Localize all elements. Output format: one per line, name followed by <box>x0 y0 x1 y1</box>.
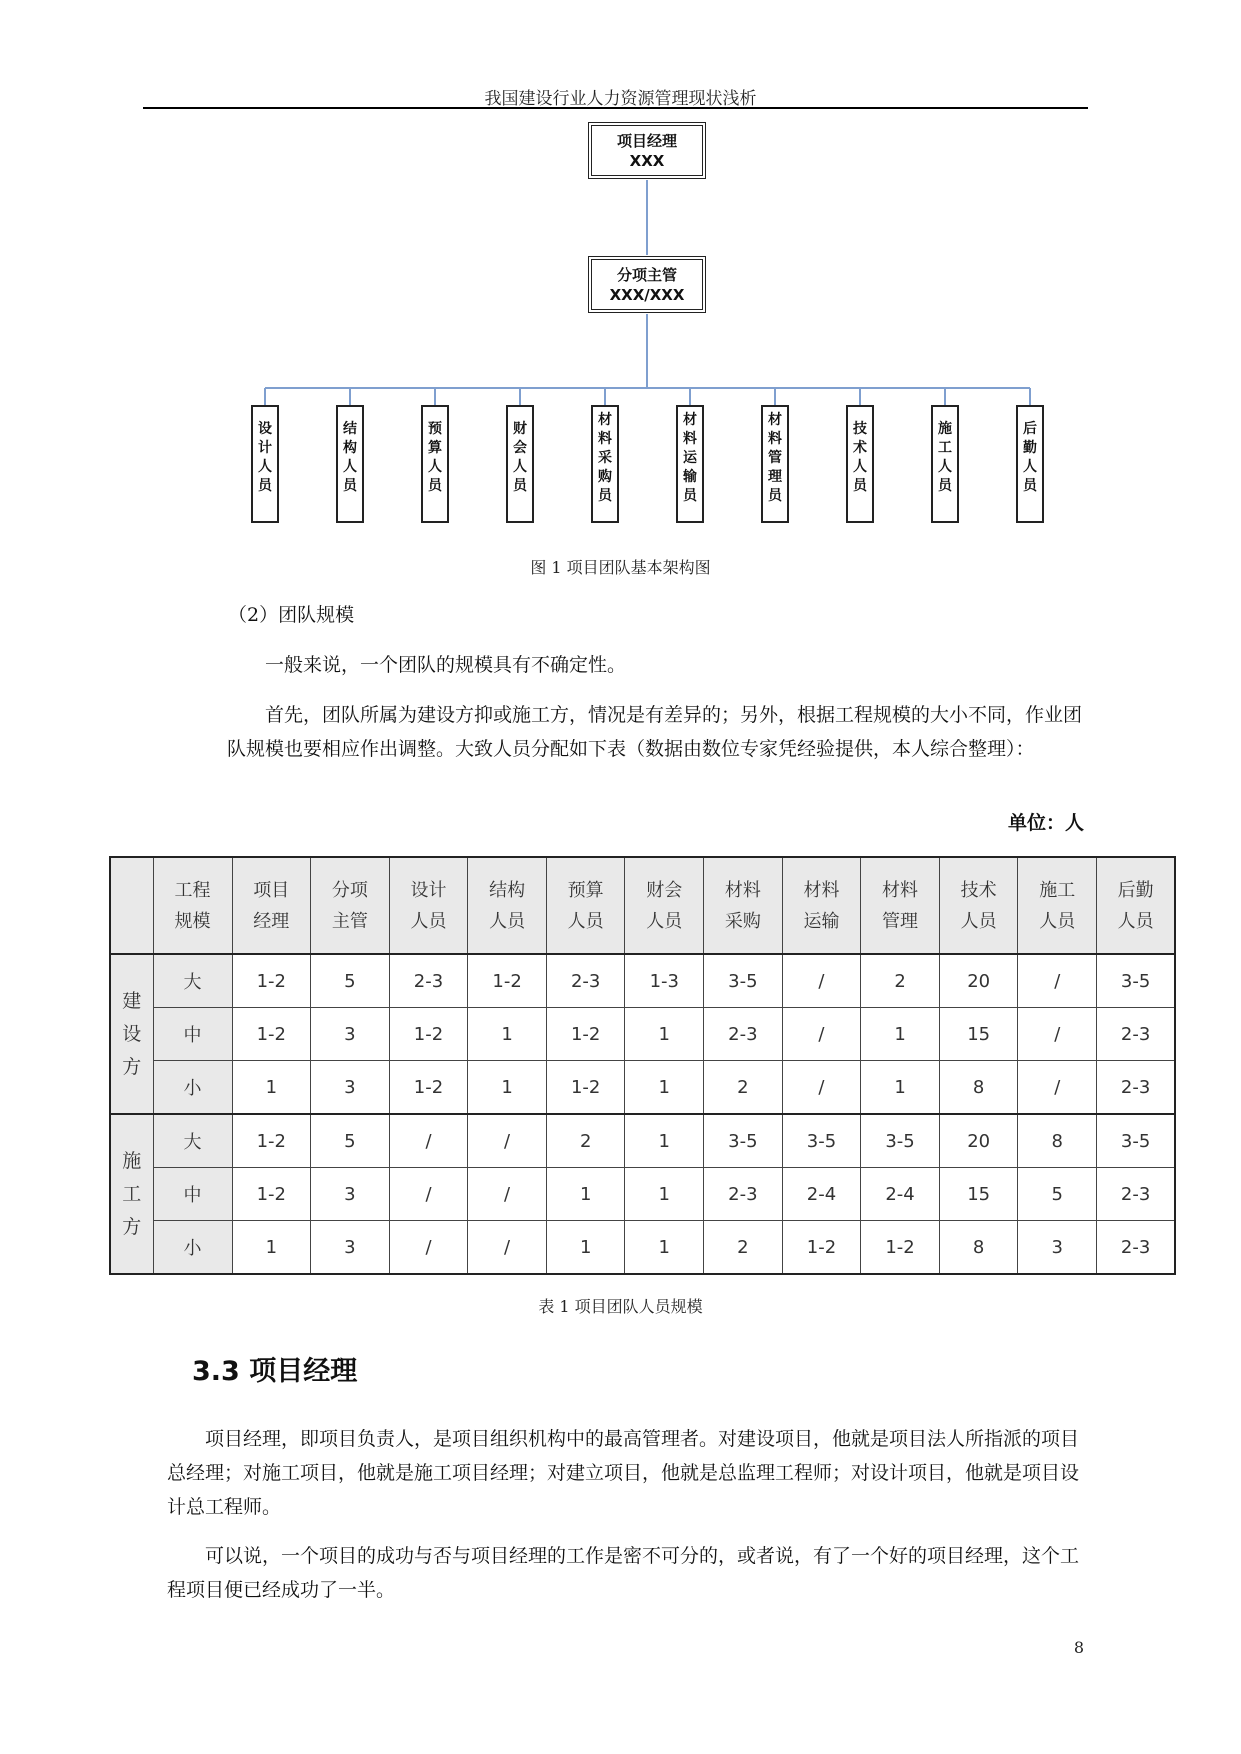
org-leaf-box: 施 工 人 员 <box>931 405 959 523</box>
column-header: 后勤 人员 <box>1097 857 1176 954</box>
table-cell: 3-5 <box>704 954 783 1008</box>
table-cell: 1-2 <box>232 1008 311 1061</box>
org-leaf-box: 技 术 人 员 <box>846 405 874 523</box>
table-cell: 1-2 <box>468 954 547 1008</box>
table-cell: 5 <box>311 1114 390 1168</box>
team-scale-table <box>109 856 1176 1275</box>
table-cell: 1 <box>861 1008 940 1061</box>
table-cell: 2 <box>704 1221 783 1275</box>
column-header: 技术 人员 <box>939 857 1018 954</box>
table-cell: 1 <box>232 1221 311 1275</box>
table-cell: 1 <box>546 1168 625 1221</box>
org-leaf-box: 设 计 人 员 <box>251 405 279 523</box>
column-header: 设计 人员 <box>389 857 468 954</box>
running-header: 我国建设行业人力资源管理现状浅析 <box>484 89 757 109</box>
column-header: 材料 运输 <box>782 857 861 954</box>
org-box-title: 分项主管 <box>616 265 677 284</box>
column-header: 预算 人员 <box>546 857 625 954</box>
page-number: 8 <box>1073 1638 1084 1657</box>
table-cell: / <box>782 954 861 1008</box>
table-row <box>110 954 1175 1008</box>
table-cell: 3 <box>311 1168 390 1221</box>
table-caption: 表 1 项目团队人员规模 <box>538 1297 703 1316</box>
table-cell: 3 <box>311 1221 390 1275</box>
table-cell: / <box>1018 1008 1097 1061</box>
table-cell: 1 <box>625 1221 704 1275</box>
table-cell: 1 <box>625 1114 704 1168</box>
party-cell: 建 设 方 <box>110 954 153 1114</box>
scale-cell: 小 <box>153 1061 232 1115</box>
org-box-title: 项目经理 <box>616 131 677 150</box>
org-box-project-manager <box>591 125 703 176</box>
table-cell: 2-3 <box>1097 1061 1176 1115</box>
table-cell: 1-2 <box>232 954 311 1008</box>
paragraph-2: 首先，团队所属为建设方抑或施工方，情况是有差异的；另外，根据工程规模的大小不同，作业团队规模也要相应作出调整。大致人员分配如下表（数据由数位专家凭经验提供，本人综合整理）： <box>227 704 1083 760</box>
table-cell: 20 <box>939 1114 1018 1168</box>
table-cell: / <box>782 1061 861 1115</box>
table-cell: 1-2 <box>546 1061 625 1115</box>
org-leaf-box: 结 构 人 员 <box>336 405 364 523</box>
table-cell: 3-5 <box>1097 954 1176 1008</box>
table-cell: 5 <box>1018 1168 1097 1221</box>
table-cell: / <box>389 1114 468 1168</box>
table-cell: 1-2 <box>389 1008 468 1061</box>
table-cell: 15 <box>939 1168 1018 1221</box>
table-cell: 3-5 <box>861 1114 940 1168</box>
table-cell: / <box>1018 954 1097 1008</box>
column-header: 结构 人员 <box>468 857 547 954</box>
table-cell: 1 <box>625 1008 704 1061</box>
scale-cell: 中 <box>153 1008 232 1061</box>
column-header: 施工 人员 <box>1018 857 1097 954</box>
org-leaf-box: 材 料 运 输 员 <box>676 405 704 523</box>
org-leaf-box: 财 会 人 员 <box>506 405 534 523</box>
column-header: 工程 规模 <box>153 857 232 954</box>
table-cell: 2-4 <box>782 1168 861 1221</box>
table-cell: 2-4 <box>861 1168 940 1221</box>
column-header: 材料 采购 <box>704 857 783 954</box>
paragraph-1: 一般来说，一个团队的规模具有不确定性。 <box>265 654 627 676</box>
table-cell: 1 <box>861 1061 940 1115</box>
table-cell: / <box>468 1114 547 1168</box>
org-box-section-supervisor <box>591 259 703 310</box>
table-cell: 1-2 <box>861 1221 940 1275</box>
table-cell: 2-3 <box>704 1008 783 1061</box>
table-cell: / <box>1018 1061 1097 1115</box>
column-header: 分项 主管 <box>311 857 390 954</box>
table-cell: 1 <box>625 1168 704 1221</box>
table-cell: 1 <box>546 1221 625 1275</box>
section-paragraph-2: 可以说，一个项目的成功与否与项目经理的工作是密不可分的，或者说，有了一个好的项目经理，这个工程项目便已经成功了一半。 <box>167 1545 1080 1601</box>
org-leaf-box: 材 料 管 理 员 <box>761 405 789 523</box>
table-cell: 2 <box>546 1114 625 1168</box>
table-cell: 5 <box>311 954 390 1008</box>
table-header-row <box>110 857 1175 954</box>
table-cell: 1-2 <box>546 1008 625 1061</box>
figure-caption: 图 1 项目团队基本架构图 <box>530 558 711 577</box>
column-header: 项目 经理 <box>232 857 311 954</box>
table-cell: / <box>389 1221 468 1275</box>
table-cell: 1-2 <box>389 1061 468 1115</box>
table-cell: 2-3 <box>1097 1168 1176 1221</box>
scale-cell: 大 <box>153 954 232 1008</box>
org-box-name: XXX/XXX <box>609 285 685 304</box>
org-leaf-box: 预 算 人 员 <box>421 405 449 523</box>
org-box-name: XXX <box>629 151 665 170</box>
table-cell: 1 <box>232 1061 311 1115</box>
table-cell: 2-3 <box>1097 1221 1176 1275</box>
section-heading: 3.3 项目经理 <box>192 1356 358 1387</box>
table-cell: 1 <box>468 1008 547 1061</box>
org-leaf-box: 材 料 采 购 员 <box>591 405 619 523</box>
table-cell: 1 <box>468 1061 547 1115</box>
scale-cell: 小 <box>153 1221 232 1275</box>
table-row <box>110 1221 1175 1275</box>
column-header: 材料 管理 <box>861 857 940 954</box>
table-cell: 1-2 <box>232 1114 311 1168</box>
table-cell: 2 <box>704 1061 783 1115</box>
scale-cell: 中 <box>153 1168 232 1221</box>
table-cell: 1 <box>625 1061 704 1115</box>
table-cell: 2-3 <box>389 954 468 1008</box>
table-cell: 1-2 <box>232 1168 311 1221</box>
table-cell: 3 <box>311 1008 390 1061</box>
table-cell: 3 <box>1018 1221 1097 1275</box>
unit-label: 单位：人 <box>1007 812 1084 834</box>
subheading: （2）团队规模 <box>228 604 355 626</box>
table-cell: 2 <box>861 954 940 1008</box>
table-row <box>110 1008 1175 1061</box>
table-cell: 8 <box>939 1061 1018 1115</box>
table-cell: 15 <box>939 1008 1018 1061</box>
table-cell: / <box>468 1168 547 1221</box>
table-cell: 3-5 <box>782 1114 861 1168</box>
table-cell: 3 <box>311 1061 390 1115</box>
table-cell: 20 <box>939 954 1018 1008</box>
table-cell: / <box>782 1008 861 1061</box>
table-cell: 1-2 <box>782 1221 861 1275</box>
scale-cell: 大 <box>153 1114 232 1168</box>
table-cell: 8 <box>1018 1114 1097 1168</box>
party-cell: 施 工 方 <box>110 1114 153 1274</box>
header-blank-cell <box>110 857 153 954</box>
table-row <box>110 1061 1175 1115</box>
section-paragraph-1: 项目经理，即项目负责人，是项目组织机构中的最高管理者。对建设项目，他就是项目法人所指派的项目总经理；对施工项目，他就是施工项目经理；对建立项目，他就是总监理工程师；对设计项目，他就是项目设计总工程师。 <box>167 1428 1080 1518</box>
table-cell: 3-5 <box>704 1114 783 1168</box>
table-cell: 1-3 <box>625 954 704 1008</box>
table-cell: 3-5 <box>1097 1114 1176 1168</box>
table-row <box>110 1168 1175 1221</box>
table-cell: 2-3 <box>546 954 625 1008</box>
table-cell: / <box>389 1168 468 1221</box>
table-cell: 8 <box>939 1221 1018 1275</box>
table-cell: / <box>468 1221 547 1275</box>
table-row <box>110 1114 1175 1168</box>
table-cell: 2-3 <box>1097 1008 1176 1061</box>
org-leaf-box: 后 勤 人 员 <box>1016 405 1044 523</box>
column-header: 财会 人员 <box>625 857 704 954</box>
table-cell: 2-3 <box>704 1168 783 1221</box>
